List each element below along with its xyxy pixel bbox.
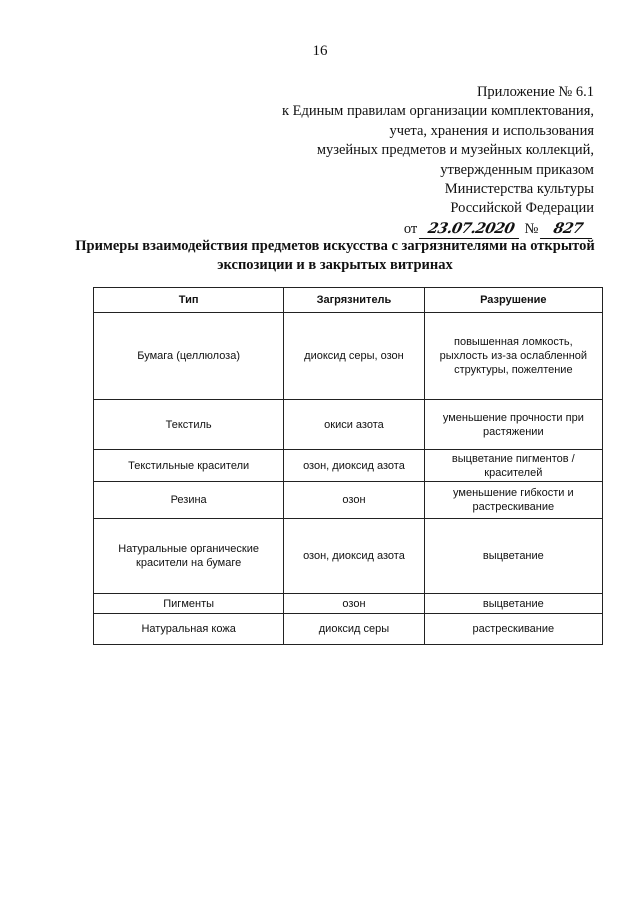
table-cell: озон, диоксид азота [284, 450, 424, 482]
annex-header [282, 83, 594, 239]
table-cell: Текстильные красители [94, 450, 284, 482]
column-header-pollutant: Загрязнитель [284, 288, 424, 313]
table-cell: озон [284, 594, 424, 614]
table-row [94, 450, 603, 482]
document-title: Примеры взаимодействия предметов искусства с загрязнителями на открытой экспозиции и в закрытых витринах [75, 238, 595, 273]
table-cell: выцветание пигментов / красителей [424, 450, 602, 482]
pollutant-table [93, 287, 603, 645]
annex-line: к Единым правилам организации комплектования, [281, 103, 594, 120]
table-cell: выцветание [424, 519, 602, 594]
table-cell: озон, диоксид азота [284, 519, 424, 594]
table-cell: Натуральная кожа [94, 614, 284, 645]
annex-line: музейных предметов и музейных коллекций, [316, 142, 594, 159]
table-row [94, 400, 603, 450]
annex-line: Российской Федерации [450, 200, 594, 217]
table-cell: Пигменты [94, 594, 284, 614]
table-row [94, 482, 603, 519]
handwritten-date: 23.07.2020 [419, 219, 523, 239]
table-row [94, 594, 603, 614]
date-prefix: от [403, 220, 418, 237]
handwritten-number: 827 [540, 219, 596, 239]
table-cell: окиси азота [284, 400, 424, 450]
table-cell: диоксид серы [284, 614, 424, 645]
table-cell: выцветание [424, 594, 602, 614]
table-cell: повышенная ломкость, рыхлость из-за ослабленной структуры, пожелтение [424, 313, 602, 400]
table-row [94, 519, 603, 594]
table-cell: растрескивание [424, 614, 602, 645]
table-row [94, 313, 603, 400]
table-cell: Натуральные органические красители на бумаге [94, 519, 284, 594]
table-cell: уменьшение гибкости и растрескивание [424, 482, 602, 519]
annex-line: утвержденным приказом [440, 161, 594, 178]
table-row [94, 614, 603, 645]
column-header-damage: Разрушение [424, 288, 602, 313]
table-cell: Текстиль [94, 400, 284, 450]
table-header-row [94, 288, 603, 313]
annex-line: Министерства культуры [444, 181, 594, 198]
annex-line: учета, хранения и использования [389, 122, 594, 139]
number-prefix: № [524, 220, 539, 237]
column-header-type: Тип [94, 288, 284, 313]
table-cell: озон [284, 482, 424, 519]
annex-line: Приложение № 6.1 [476, 84, 594, 100]
table-cell: Резина [94, 482, 284, 519]
table-cell: уменьшение прочности при растяжении [424, 400, 602, 450]
table-cell: Бумага (целлюлоза) [94, 313, 284, 400]
page-number: 16 [312, 43, 328, 59]
table-cell: диоксид серы, озон [284, 313, 424, 400]
